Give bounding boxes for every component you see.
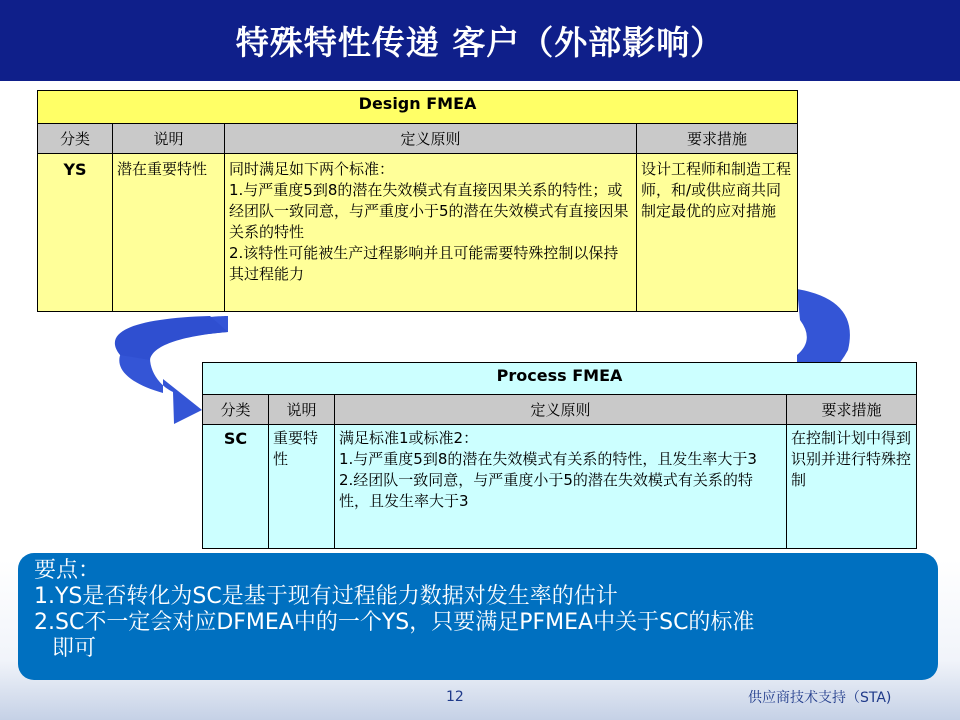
key-point-1: 1.YS是否转化为SC是基于现有过程能力数据对发生率的估计	[34, 584, 618, 609]
pfmea-header-criteria: 定义原则	[335, 395, 787, 425]
dfmea-header-action: 要求措施	[637, 124, 798, 154]
pfmea-code: SC	[203, 425, 269, 549]
dfmea-criteria: 同时满足如下两个标准： 1.与严重度5到8的潜在失效模式有直接因果关系的特性；或经团队一致同意，与严重度小于5的潜在失效模式有直接因果关系的特性 2.该特性可能被生产过程影响并且可能需要特殊控制以保持其过程能力	[225, 154, 637, 312]
pfmea-header-category: 分类	[203, 395, 269, 425]
pfmea-header-description: 说明	[269, 395, 335, 425]
key-point-2: 2.SC不一定会对应DFMEA中的一个YS，只要满足PFMEA中关于SC的标准	[34, 610, 755, 635]
dfmea-caption: Design FMEA	[38, 91, 798, 124]
pfmea-criteria: 满足标准1或标准2： 1.与严重度5到8的潜在失效模式有关系的特性，且发生率大于3 2.经团队一致同意，与严重度小于5的潜在失效模式有关系的特性，且发生率大于3	[335, 425, 787, 549]
pfmea-table	[202, 362, 917, 549]
left-curved-arrow-body	[115, 316, 228, 360]
dfmea-table	[37, 90, 798, 312]
key-points-box	[18, 553, 938, 680]
dfmea-header-category: 分类	[38, 124, 113, 154]
dfmea-header-description: 说明	[113, 124, 225, 154]
dfmea-action: 设计工程师和制造工程师，和/或供应商共同制定最优的应对措施	[637, 154, 798, 312]
slide-title: 特殊特性传递 客户（外部影响）	[235, 23, 725, 62]
pfmea-header-action: 要求措施	[787, 395, 917, 425]
page-number: 12	[446, 689, 464, 705]
dfmea-description: 潜在重要特性	[113, 154, 225, 312]
dfmea-code: YS	[38, 154, 113, 312]
key-point-2-continued: 即可	[52, 636, 97, 661]
pfmea-action: 在控制计划中得到识别并进行特殊控制	[787, 425, 917, 549]
pfmea-caption: Process FMEA	[203, 363, 917, 395]
footer-label: 供应商技术支持（STA)	[748, 690, 892, 706]
dfmea-header-criteria: 定义原则	[225, 124, 637, 154]
pfmea-description: 重要特性	[269, 425, 335, 549]
key-points-heading: 要点：	[34, 558, 101, 583]
